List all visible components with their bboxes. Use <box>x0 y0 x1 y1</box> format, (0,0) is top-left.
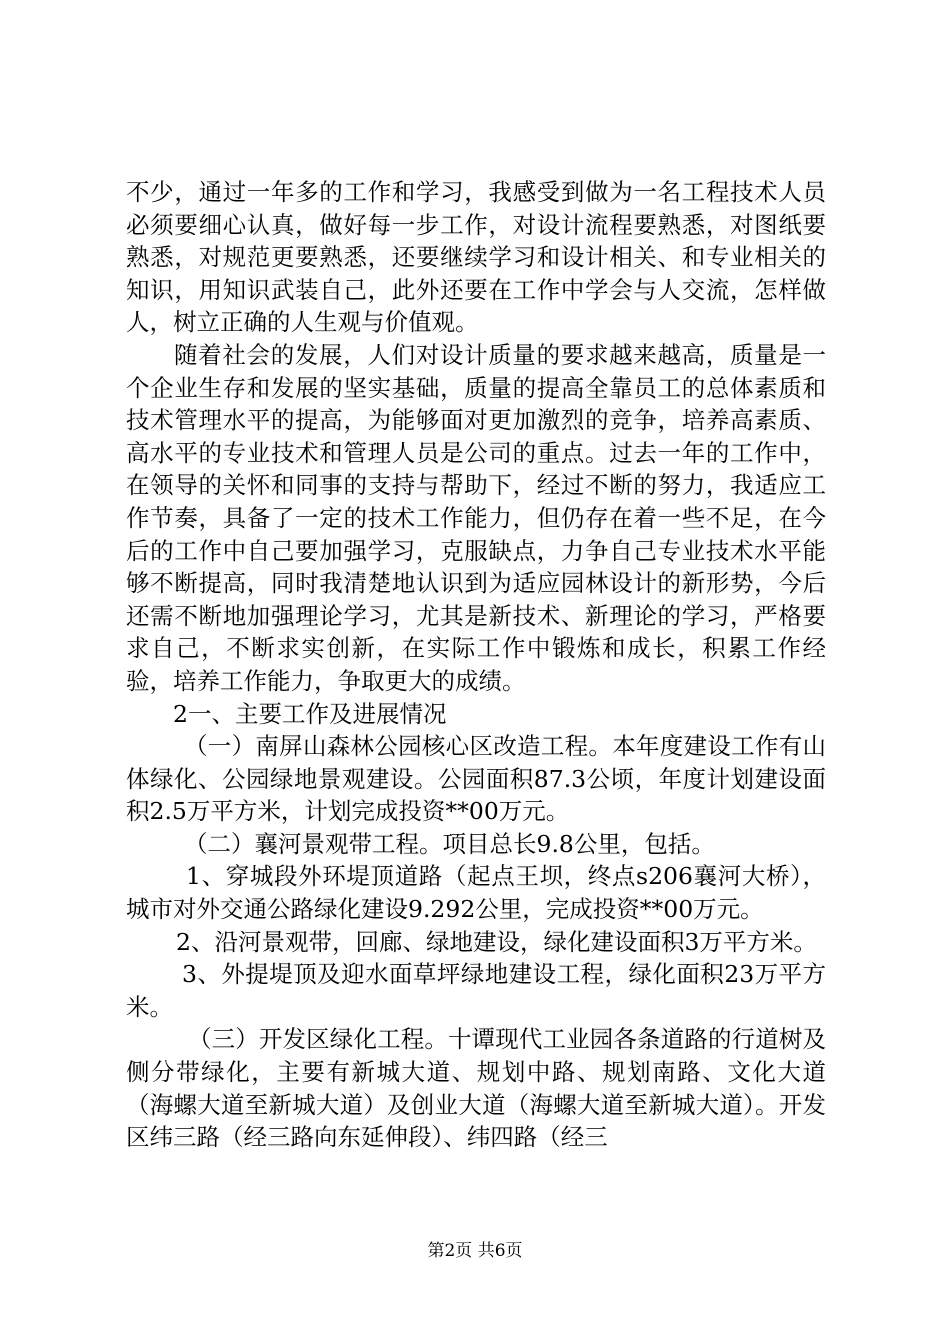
page-footer: 第2页 共6页 <box>427 1241 523 1261</box>
paragraph-subitem-3: 3、外提堤顶及迎水面草坪绿地建设工程，绿化面积23万平方米。 <box>126 960 826 1021</box>
paragraph-subitem-1: 1、穿城段外环堤顶道路（起点王坝，终点s206襄河大桥），城市对外交通公路绿化建设9.292公里，完成投资**00万元。 <box>126 862 826 924</box>
paragraph-item-2: （二）襄河景观带工程。项目总长9.8公里，包括。 <box>184 829 715 858</box>
document-body <box>126 176 826 1154</box>
paragraph-item-1: （一）南屏山森林公园核心区改造工程。本年度建设工作有山体绿化、公园绿地景观建设。公园面积87.3公顷，年度计划建设面积2.5万平方米，计划完成投资**00万元。 <box>126 732 826 826</box>
paragraph-subitem-2: 2、沿河景观带，回廊、绿地建设，绿化建设面积3万平方米。 <box>176 927 817 956</box>
paragraph-item-3: （三）开发区绿化工程。十谭现代工业园各条道路的行道树及侧分带绿化，主要有新城大道、规划中路、规划南路、文化大道（海螺大道至新城大道）及创业大道（海螺大道至新城大道）。开发区纬三路（经三路向东延伸段）、纬四路（经三 <box>126 1025 826 1152</box>
section-heading-main-work: 2一、主要工作及进展情况 <box>173 699 447 728</box>
paragraph-quality: 随着社会的发展，人们对设计质量的要求越来越高，质量是一个企业生存和发展的坚实基础，质量的提高全靠员工的总体素质和技术管理水平的提高，为能够面对更加激烈的竞争，培养高素质、高水平的专业技术和管理人员是公司的重点。过去一年的工作中，在领导的关怀和同事的支持与帮助下，经过不断的努力，我适应工作节奏，具备了一定的技术工作能力，但仍存在着一些不足，在今后的工作中自己要加强学习，克服缺点，力争自己专业技术水平能够不断提高，同时我清楚地认识到为适应园林设计的新形势，今后还需不断地加强理论学习，尤其是新技术、新理论的学习，严格要求自己，不断求实创新，在实际工作中锻炼和成长，积累工作经验，培养工作能力，争取更大的成绩。 <box>126 340 826 695</box>
paragraph-continuation: 不少，通过一年多的工作和学习，我感受到做为一名工程技术人员必须要细心认真，做好每一步工作，对设计流程要熟悉，对图纸要熟悉，对规范更要熟悉，还要继续学习和设计相关、和专业相关的知识，用知识武装自己，此外还要在工作中学会与人交流，怎样做人，树立正确的人生观与价值观。 <box>126 178 826 337</box>
